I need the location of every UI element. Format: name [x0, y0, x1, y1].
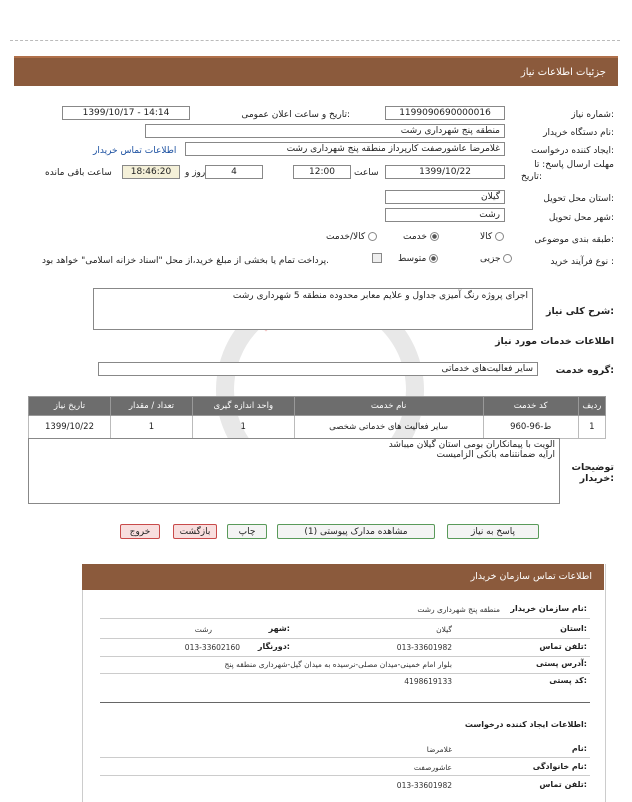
remaining-time-field: 18:46:20 [122, 165, 180, 179]
contact-link[interactable]: اطلاعات تماس خریدار [93, 146, 177, 156]
creator-field: غلامرضا عاشورصفت کارپرداز منطقه پنج شهرداری رشت [185, 142, 505, 156]
announce-field: 1399/10/17 - 14:14 [62, 106, 190, 120]
notes-label: توضیحات خریدار: [571, 462, 614, 484]
summary-field: اجرای پروژه رنگ آمیزی جداول و علایم معابر محدوده منطقه 5 شهرداری رشت [93, 288, 533, 330]
table-header: کد خدمت [483, 397, 578, 416]
postal-value: 4198619133 [404, 677, 452, 686]
notes-line-1: الویت با پیمانکاران بومی استان گیلان میباشد [388, 440, 555, 450]
name-value: غلامرضا [426, 745, 452, 754]
address-label: آدرس پستی: [536, 659, 587, 668]
treasury-checkbox[interactable] [372, 253, 382, 263]
city-field: رشت [385, 208, 505, 222]
radio-icon [503, 254, 512, 263]
process-label: نوع فرآیند خرید : [550, 257, 614, 267]
notes-field [28, 438, 560, 504]
category-label: طبقه بندی موضوعی: [534, 235, 614, 245]
category-both-label: کالا/خدمت [326, 232, 366, 242]
exit-button[interactable]: خروج [120, 524, 160, 539]
family-label: نام خانوادگی: [532, 762, 587, 771]
creator-section-title: اطلاعات ایجاد کننده درخواست: [464, 720, 587, 729]
category-service-label: خدمت [403, 232, 427, 242]
table-cell: ط-96-960 [483, 416, 578, 439]
contact-card [82, 564, 606, 802]
fax-label: دورنگار: [257, 642, 290, 651]
city-value: رشت [194, 625, 212, 634]
city-label: شهر محل تحویل: [548, 213, 614, 223]
process-medium-radio[interactable] [398, 254, 438, 264]
table-cell: 1399/10/22 [29, 416, 111, 439]
group-field: سایر فعالیت‌های خدماتی [98, 362, 538, 376]
creator-phone-value: 013-33601982 [396, 781, 452, 790]
buyer-field: منطقه پنج شهرداری رشت [145, 124, 505, 138]
province-label: استان: [560, 624, 587, 633]
category-goods-label: کالا [480, 232, 493, 242]
buyer-label: نام دستگاه خریدار: [543, 128, 614, 138]
category-both-radio[interactable] [326, 232, 377, 242]
page-header: جزئیات اطلاعات نیاز [14, 56, 618, 86]
province-field: گیلان [385, 190, 505, 204]
deadline-time-field: 12:00 [293, 165, 351, 179]
services-table [28, 396, 606, 439]
group-label: گروه خدمت: [555, 365, 614, 376]
address-value: بلوار امام خمینی-میدان مصلی-نرسیده به میدان گیل-شهرداری منطقه پنج [224, 660, 452, 669]
table-cell: 1 [578, 416, 605, 439]
divider [100, 757, 590, 758]
deadline-label: مهلت ارسال پاسخ: تا [534, 160, 614, 170]
deadline-label-2: تاریخ: [521, 172, 542, 182]
divider [100, 673, 590, 674]
radio-selected-icon [429, 254, 438, 263]
days-field: 4 [205, 165, 263, 179]
creator-label: ایجاد کننده درخواست: [531, 146, 614, 156]
province-label: استان محل تحویل: [543, 194, 614, 204]
view-docs-button[interactable]: مشاهده مدارک پیوستی (1) [277, 524, 435, 539]
services-title: اطلاعات خدمات مورد نیاز [495, 336, 614, 347]
table-header: نام خدمت [294, 397, 483, 416]
print-button[interactable]: چاپ [227, 524, 267, 539]
table-header: واحد اندازه گیری [192, 397, 294, 416]
radio-icon [368, 232, 377, 241]
category-service-radio[interactable] [403, 232, 439, 242]
top-divider [10, 40, 620, 41]
divider [100, 638, 590, 639]
city-label: شهر: [268, 624, 290, 633]
process-medium-label: متوسط [398, 254, 427, 264]
family-value: عاشورصفت [413, 763, 452, 772]
divider [100, 618, 590, 619]
announce-label: تاریخ و ساعت اعلان عمومی: [241, 110, 350, 120]
phone-value: 013-33601982 [396, 643, 452, 652]
reply-button[interactable]: پاسخ به نیاز [447, 524, 539, 539]
org-value: منطقه پنج شهرداری رشت [417, 605, 500, 614]
divider [100, 775, 590, 776]
back-button[interactable]: بازگشت [173, 524, 217, 539]
need-number-field: 1199090690000016 [385, 106, 505, 120]
summary-label: شرح کلی نیاز: [545, 306, 614, 317]
remaining-label: ساعت باقی مانده [45, 168, 112, 178]
hour-label: ساعت [354, 168, 379, 178]
category-goods-radio[interactable] [480, 232, 504, 242]
name-label: نام: [571, 744, 587, 753]
need-number-label: شماره نیاز: [571, 110, 614, 120]
fax-value: 013-33602160 [184, 643, 240, 652]
org-label: نام سازمان خریدار: [510, 604, 587, 613]
notes-line-2: ارایه ضمانتنامه بانکی الزامیست [436, 450, 555, 460]
creator-phone-label: تلفن تماس: [539, 780, 587, 789]
table-row [29, 416, 606, 439]
postal-label: کد پستی: [549, 676, 587, 685]
table-cell: 1 [192, 416, 294, 439]
process-small-radio[interactable] [480, 254, 512, 264]
treasury-note: پرداخت تمام یا بخشی از مبلغ خرید،از محل "اسناد خزانه اسلامی" خواهد بود. [42, 256, 330, 266]
table-cell: 1 [111, 416, 193, 439]
radio-selected-icon [430, 232, 439, 241]
divider [100, 702, 590, 703]
province-value: گیلان [436, 625, 452, 634]
deadline-date-field: 1399/10/22 [385, 165, 505, 179]
table-header-row [29, 397, 606, 416]
radio-icon [495, 232, 504, 241]
process-small-label: جزیی [480, 254, 501, 264]
table-header: تاریخ نیاز [29, 397, 111, 416]
days-label: روز و [185, 168, 206, 178]
table-cell: سایر فعالیت های خدماتی شخصی [294, 416, 483, 439]
contact-card-title: اطلاعات تماس سازمان خریدار [82, 564, 604, 590]
phone-label: تلفن تماس: [539, 642, 587, 651]
table-header: ردیف [578, 397, 605, 416]
table-header: تعداد / مقدار [111, 397, 193, 416]
divider [100, 656, 590, 657]
